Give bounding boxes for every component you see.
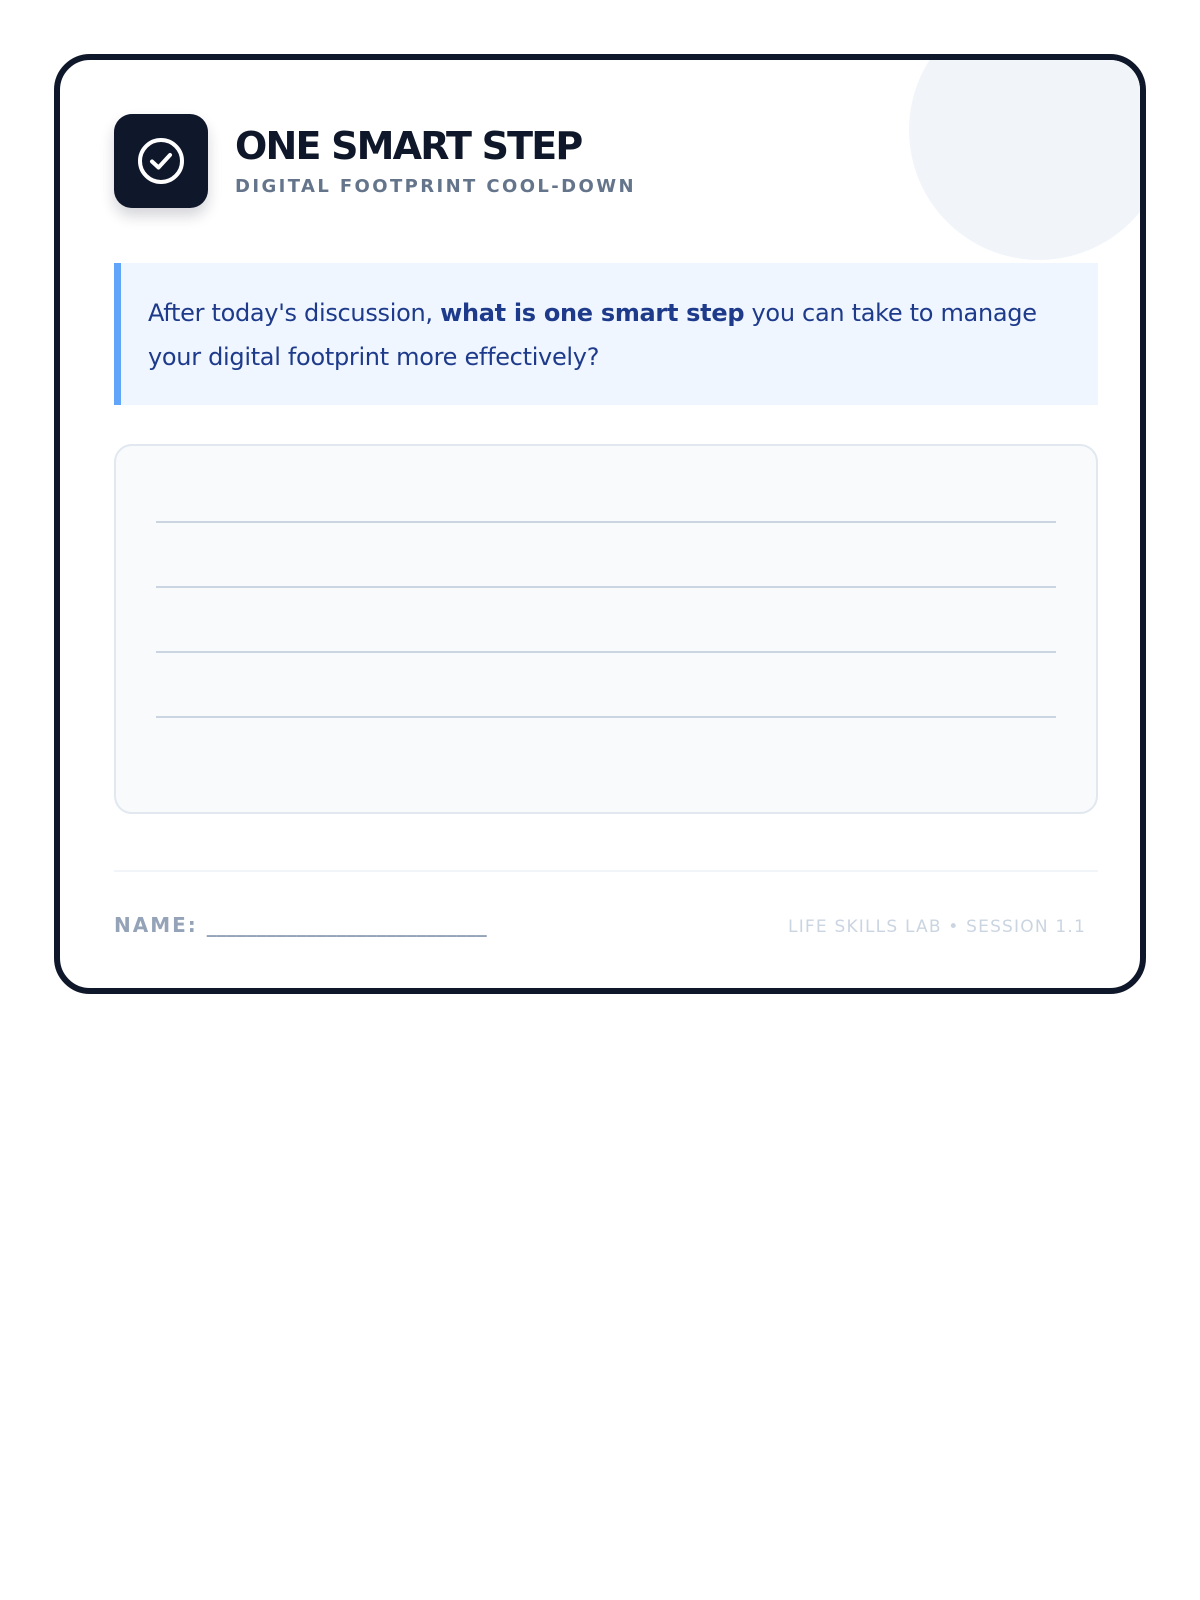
writing-line — [156, 651, 1056, 653]
answer-area[interactable] — [114, 444, 1098, 814]
question-prompt — [114, 263, 1098, 405]
check-circle-icon — [114, 114, 208, 208]
name-field[interactable] — [114, 913, 487, 937]
prompt-emphasis: what is one smart step — [440, 299, 745, 327]
prompt-text-start: After today's discussion, — [148, 299, 441, 327]
name-blank: ____________________________ — [206, 913, 487, 937]
prompt-text-end: you can take to manage your digital footprint more effectively? — [148, 299, 1037, 371]
decorative-circle — [909, 54, 1146, 260]
writing-line — [156, 716, 1056, 718]
writing-line — [156, 521, 1056, 523]
writing-line — [156, 586, 1056, 588]
footer-divider — [114, 870, 1098, 872]
session-label: LIFE SKILLS LAB • SESSION 1.1 — [788, 917, 1086, 937]
page-title: ONE SMART STEP — [235, 123, 582, 168]
page-subtitle: DIGITAL FOOTPRINT COOL-DOWN — [235, 175, 636, 197]
cool-down-card — [54, 54, 1146, 994]
card-header — [114, 114, 636, 208]
name-label: NAME: — [114, 913, 198, 937]
